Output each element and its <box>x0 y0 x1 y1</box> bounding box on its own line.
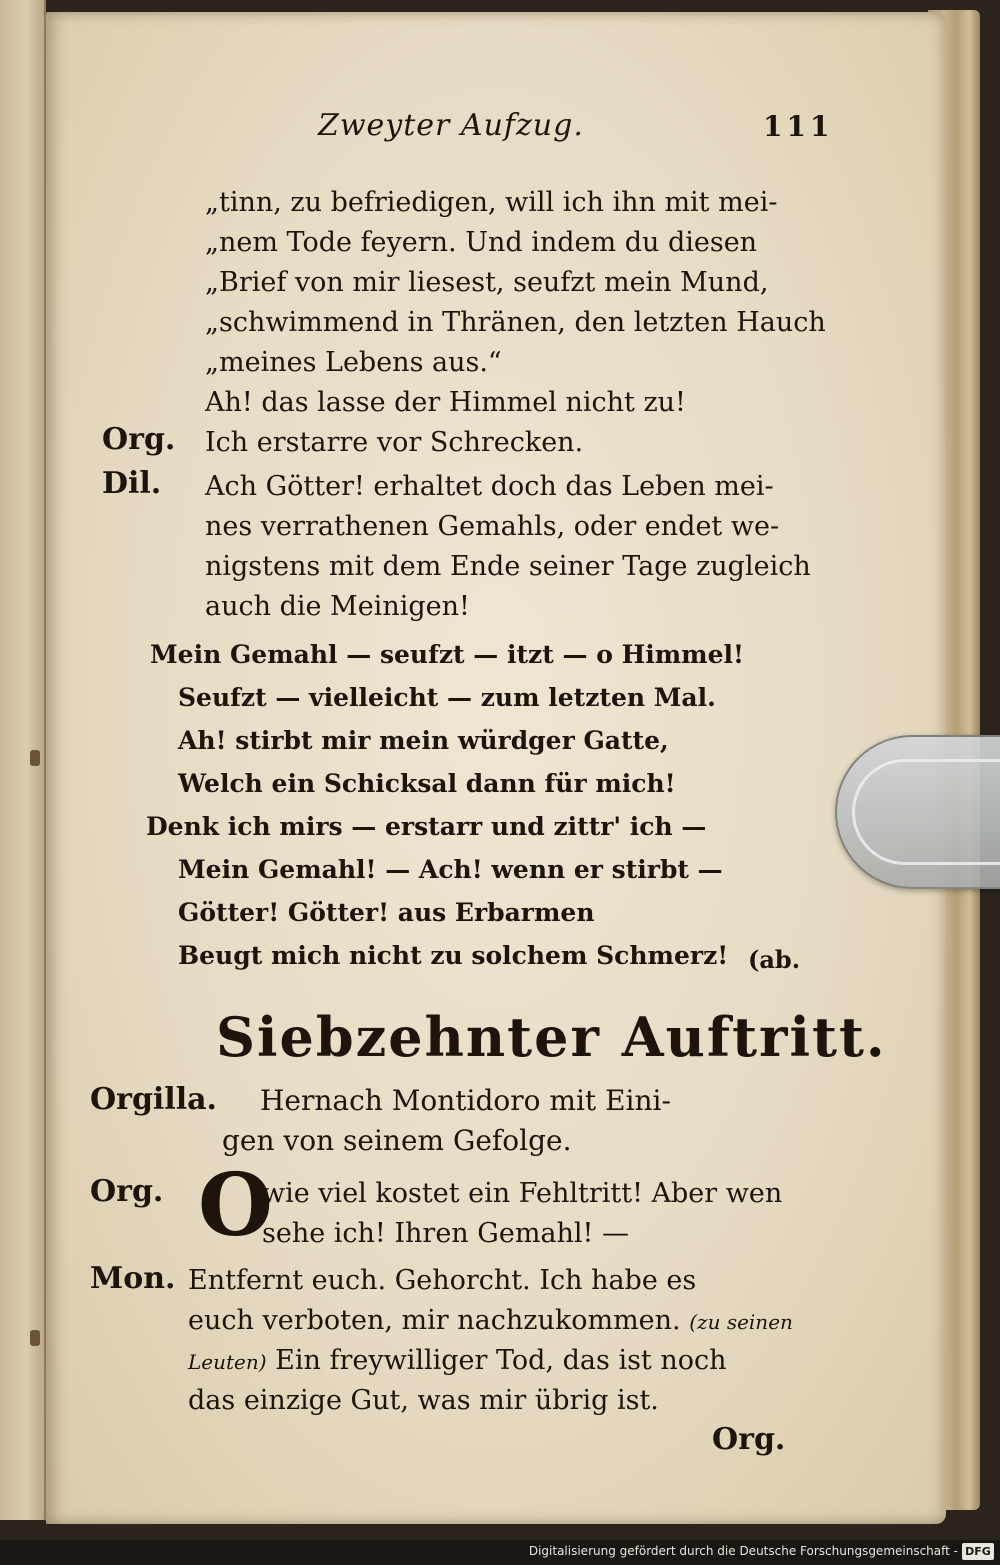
dialogue-line: das einzige Gut, was mir übrig ist. <box>188 1385 659 1416</box>
scene-title: Siebzehnter Auftritt. <box>216 1005 887 1069</box>
dfg-logo: DFG <box>962 1543 994 1560</box>
drop-cap: O <box>198 1155 273 1256</box>
dialogue-line: nes verrathenen Gemahls, oder endet we- <box>205 511 780 542</box>
dialogue-line: Entfernt euch. Gehorcht. Ich habe es <box>188 1265 697 1296</box>
page-header <box>0 108 1000 148</box>
aria-line: Denk ich mirs — erstarr und zittr' ich — <box>146 812 707 841</box>
page-clip <box>835 735 1000 889</box>
page-clip-highlight <box>852 759 1000 865</box>
aria-line: Mein Gemahl! — Ach! wenn er stirbt — <box>178 855 723 884</box>
speaker-label: Dil. <box>102 466 162 501</box>
dialogue-line: Ich erstarre vor Schrecken. <box>205 427 584 458</box>
letter-line: Ah! das lasse der Himmel nicht zu! <box>205 387 686 418</box>
dialogue-text: Ein freywilliger Tod, das ist noch <box>275 1345 727 1376</box>
letter-line: „meines Lebens aus.“ <box>205 347 502 378</box>
dialogue-line: nigstens mit dem Ende seiner Tage zugleich <box>205 551 811 582</box>
aria-line: Seufzt — vielleicht — zum letzten Mal. <box>178 683 716 712</box>
aria-line: Welch ein Schicksal dann für mich! <box>178 769 676 798</box>
footer-credit: Digitalisierung gefördert durch die Deutsche Forschungsgemeinschaft - <box>528 1544 958 1558</box>
letter-line: „Brief von mir liesest, seufzt mein Mund, <box>205 267 769 298</box>
binding-stitch <box>30 750 40 766</box>
letter-line: „tinn, zu befriedigen, will ich ihn mit mei- <box>205 187 778 218</box>
cast-speaker: Orgilla. <box>90 1082 217 1117</box>
dialogue-text: euch verboten, mir nachzukommen. <box>188 1305 681 1336</box>
footer-bar <box>0 1540 1000 1565</box>
dialogue-line: Ach Götter! erhaltet doch das Leben mei- <box>205 471 774 502</box>
dialogue-line: auch die Meinigen! <box>205 591 470 622</box>
exit-note: (ab. <box>748 945 801 974</box>
cast-line: Hernach Montidoro mit Eini- <box>260 1084 671 1117</box>
dialogue-line <box>188 1305 793 1338</box>
page-number: 111 <box>763 110 834 143</box>
letter-line: „schwimmend in Thränen, den letzten Hauch <box>205 307 826 338</box>
running-head: Zweyter Aufzug. <box>318 108 584 143</box>
catchword: Org. <box>712 1422 786 1457</box>
speaker-label: Org. <box>102 422 176 457</box>
stage-direction: Leuten) <box>188 1350 267 1374</box>
dialogue-line: sehe ich! Ihren Gemahl! — <box>262 1218 629 1249</box>
aria-line: Beugt mich nicht zu solchem Schmerz! <box>178 941 729 970</box>
stage-direction: (zu seinen <box>689 1310 793 1334</box>
speaker-label: Org. <box>90 1174 164 1209</box>
aria-line: Mein Gemahl — seufzt — itzt — o Himmel! <box>150 640 744 669</box>
dialogue-line <box>188 1345 727 1378</box>
binding-stitch <box>30 1330 40 1346</box>
cast-line: gen von seinem Gefolge. <box>222 1124 572 1157</box>
aria-line: Götter! Götter! aus Erbarmen <box>178 898 595 927</box>
dialogue-line: wie viel kostet ein Fehltritt! Aber wen <box>262 1178 783 1209</box>
speaker-label: Mon. <box>90 1261 176 1296</box>
letter-line: „nem Tode feyern. Und indem du diesen <box>205 227 758 258</box>
aria-line: Ah! stirbt mir mein würdger Gatte, <box>178 726 669 755</box>
